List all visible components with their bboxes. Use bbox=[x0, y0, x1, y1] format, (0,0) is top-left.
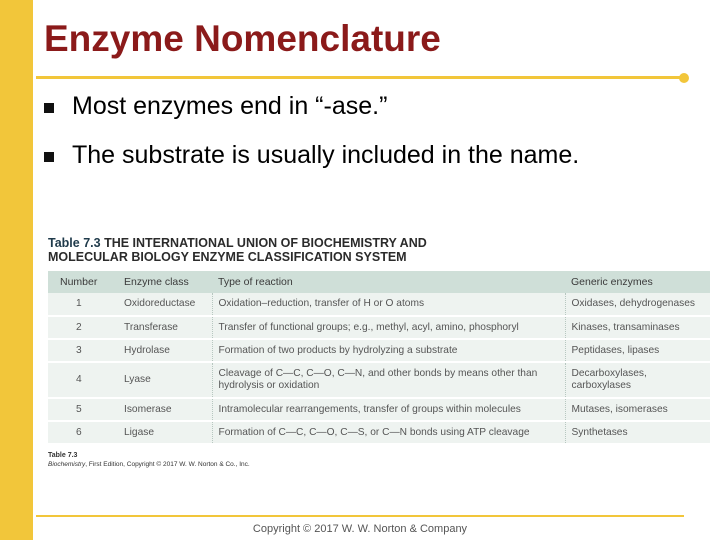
title-underline bbox=[36, 76, 682, 79]
header-generic-enzymes: Generic enzymes bbox=[565, 271, 710, 293]
credit-book-title: Biochemistry bbox=[48, 461, 86, 468]
cell-reaction: Oxidation–reduction, transfer of H or O atoms bbox=[212, 293, 565, 316]
figure-credit bbox=[48, 460, 710, 469]
header-type-of-reaction: Type of reaction bbox=[212, 271, 565, 293]
footer-rule bbox=[36, 515, 684, 517]
cell-enzyme-class: Isomerase bbox=[118, 398, 212, 421]
cell-number: 6 bbox=[48, 421, 118, 444]
table-row bbox=[48, 339, 710, 362]
enzyme-classification-figure bbox=[48, 236, 710, 469]
cell-number: 4 bbox=[48, 362, 118, 398]
credit-copyright: , First Edition, Copyright © 2017 W. W. Norton & Co., Inc. bbox=[85, 461, 250, 468]
bullet-square-icon bbox=[44, 152, 54, 162]
bullet-text: Most enzymes end in “-ase.” bbox=[72, 92, 388, 120]
cell-enzyme-class: Hydrolase bbox=[118, 339, 212, 362]
slide-title: Enzyme Nomenclature bbox=[44, 18, 441, 59]
bullet-square-icon bbox=[44, 103, 54, 113]
table-row bbox=[48, 398, 710, 421]
left-accent-bar bbox=[0, 0, 33, 540]
cell-generic: Peptidases, lipases bbox=[565, 339, 710, 362]
cell-generic: Decarboxylases, carboxylases bbox=[565, 362, 710, 398]
cell-number: 3 bbox=[48, 339, 118, 362]
cell-reaction: Formation of C—C, C—O, C—S, or C—N bonds using ATP cleavage bbox=[212, 421, 565, 444]
footer-copyright bbox=[0, 523, 720, 535]
cell-generic: Synthetases bbox=[565, 421, 710, 444]
cell-enzyme-class: Transferase bbox=[118, 316, 212, 339]
header-enzyme-class: Enzyme class bbox=[118, 271, 212, 293]
table-caption-number: Table 7.3 bbox=[48, 236, 101, 250]
table-caption-title-2: MOLECULAR BIOLOGY ENZYME CLASSIFICATION SYSTEM bbox=[48, 250, 407, 264]
bullet-item-1 bbox=[44, 92, 387, 121]
bullet-item-2 bbox=[44, 141, 579, 170]
footer-copyright-text: Copyright © 2017 W. W. Norton & Company bbox=[252, 523, 468, 535]
bullet-text: The substrate is usually included in the name. bbox=[72, 141, 580, 169]
cell-reaction: Cleavage of C—C, C—O, C—N, and other bonds by means other than hydrolysis or oxidation bbox=[212, 362, 565, 398]
cell-number: 1 bbox=[48, 293, 118, 316]
cell-enzyme-class: Ligase bbox=[118, 421, 212, 444]
cell-generic: Kinases, transaminases bbox=[565, 316, 710, 339]
figure-label: Table 7.3 bbox=[48, 452, 78, 459]
cell-number: 5 bbox=[48, 398, 118, 421]
title-underline-dot bbox=[679, 73, 689, 83]
cell-number: 2 bbox=[48, 316, 118, 339]
table-row bbox=[48, 316, 710, 339]
cell-enzyme-class: Oxidoreductase bbox=[118, 293, 212, 316]
cell-generic: Mutases, isomerases bbox=[565, 398, 710, 421]
table-row bbox=[48, 421, 710, 444]
cell-reaction: Intramolecular rearrangements, transfer of groups within molecules bbox=[212, 398, 565, 421]
cell-generic: Oxidases, dehydrogenases bbox=[565, 293, 710, 316]
table-header-row bbox=[48, 271, 710, 293]
cell-reaction: Transfer of functional groups; e.g., methyl, acyl, amino, phosphoryl bbox=[212, 316, 565, 339]
table-caption-title-1: THE INTERNATIONAL UNION OF BIOCHEMISTRY AND bbox=[104, 236, 427, 250]
header-number: Number bbox=[48, 271, 118, 293]
table-row bbox=[48, 293, 710, 316]
table-row bbox=[48, 362, 710, 398]
cell-enzyme-class: Lyase bbox=[118, 362, 212, 398]
cell-reaction: Formation of two products by hydrolyzing a substrate bbox=[212, 339, 565, 362]
enzyme-classification-table bbox=[48, 271, 710, 445]
table-caption bbox=[48, 236, 710, 264]
